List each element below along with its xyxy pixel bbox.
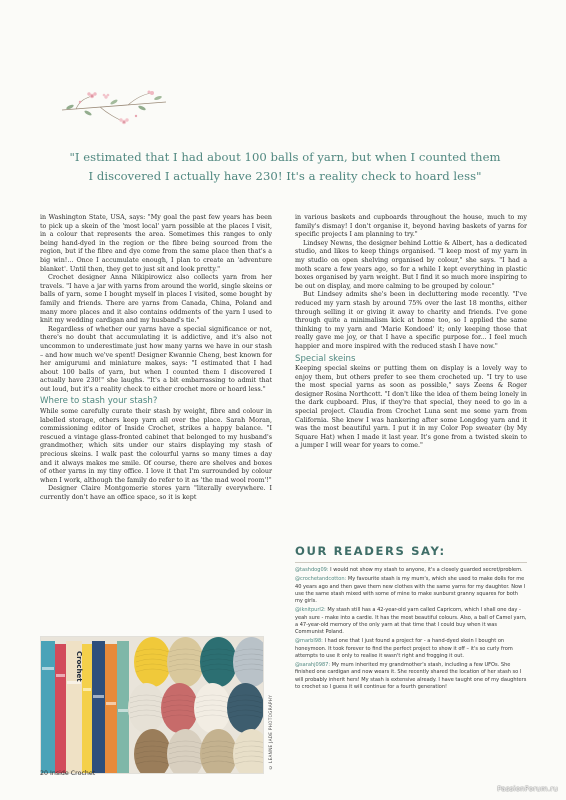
- reader-comment: [295, 662, 527, 691]
- pull-quote: [40, 148, 530, 186]
- article-column-right: [295, 214, 527, 544]
- reader-handle: @iknitpurl2:: [295, 607, 326, 614]
- book-spine: [117, 641, 129, 774]
- book-spine: [55, 644, 66, 774]
- yarn-ball: [194, 683, 231, 733]
- reader-handle: @tashdog09:: [295, 567, 329, 573]
- reader-text: I would not show my stash to anyone, it's a closely guarded secret/problem.: [328, 567, 523, 573]
- readers-comments: [295, 567, 527, 693]
- section-heading: Where to stash your stash?: [40, 396, 158, 407]
- divider: [295, 562, 527, 563]
- book-spine: [92, 641, 105, 774]
- reader-handle: @marbl98:: [295, 638, 323, 645]
- yarn-ball: [227, 683, 264, 733]
- book-spine-stripe: [106, 702, 116, 705]
- yarn-ball: [200, 637, 237, 687]
- book-spine-stripe: [42, 667, 54, 670]
- article-column-left: [40, 214, 272, 503]
- reader-comment: [295, 567, 527, 574]
- book-spine: [105, 644, 117, 774]
- yarn-ball: [161, 683, 198, 733]
- section-heading: Special skeins: [295, 353, 356, 364]
- floral-branch-illustration: [58, 88, 170, 130]
- reader-comment: [295, 576, 527, 605]
- reader-text: I had one that I just found a project for - a hand-dyed skein I bought on honeymoon. It took forever to find the perfect project to show it off – it's so curly from attempts to use it only to realise it wasn't right and frogging it out.: [295, 638, 513, 659]
- reader-text: My stash still has a 42-year-old yarn called Capricorn, which I shall one day - yeah sure - make into a cardie. It has the most beautiful colours. Also, a ball of Camel yarn, a 47-year-old memory of the only yarn at that time that I could buy when it was Communist Poland.: [295, 607, 527, 635]
- readers-say-heading: OUR READERS SAY:: [295, 544, 446, 558]
- yarn-ball: [134, 637, 171, 687]
- page-folio: 20 Inside Crochet: [40, 770, 96, 777]
- body-paragraph: Keeping special skeins or putting them on display is a lovely way to enjoy them, but others prefer to see them crocheted up. "I try to use the most special yarns as soon as possible," says Zeens & Roger designer Rosina Northcott. "I don't like the idea of them being lonely in the dark cupboard. Plus, if they're that special, they need to go in a special project. Claudia from Crochet Luna sent me some yarn from California. She knew I was hankering after some Longdog yarn and it was the most beautiful yarn. I put it in my Color Pop sweater (by My Square Hat) when I made it last year. It's gone from a twisted skein to a jumper I will wear for years to come.": [295, 365, 527, 450]
- book-spine-stripe: [83, 688, 91, 691]
- pull-quote-line-1: "I estimated that I had about 100 balls of yarn, but when I counted them: [69, 150, 501, 164]
- reader-handle: @sarahj0987:: [295, 662, 331, 669]
- body-paragraph: Designer Claire Montgomerie stores yarn "literally everywhere. I currently don't have an office space, so it is kept: [40, 485, 272, 501]
- body-paragraph: Regardless of whether our yarns have a special significance or not, there's no doubt that accumulating it is addictive, and it's also not uncommon to underestimate just how many yarns we have in our stash – and how much we've spent! Designer Kwannie Cheng, best known for her amigurumi and miniature makes, says: "I estimated that I had about 100 balls of yarn, but when I counted them I discovered I actually have 230!" she laughs. "It's a bit embarrassing to admit that out loud, but it's a reality check to either crochet more or hoard less.": [40, 325, 272, 393]
- body-paragraph: in Washington State, USA, says: "My goal the past few years has been to pick up a skein of the 'most local' yarn possible at the places I visit, in a colour that represents the area. Sometimes this ranges to only being hand-dyed in the region or the fibre being sourced from the region, but if the fibre and dye come from the same place then that's a big win!... Once I accumulate enough, I plan to create an 'adventure blanket'. Until then, they get to just sit and look pretty.": [40, 214, 272, 273]
- watermark: PassionForum.ru: [497, 785, 558, 793]
- reader-text: My favourite stash is my mum's, which she used to make dolls for me 40 years ago and then gave them new clothes with the same yarns for my daughter. Now I use the same stash mixed with some of mine to make sunburst granny squares for both my girls.: [295, 576, 526, 604]
- book-spine-stripe: [93, 695, 104, 698]
- book-spine-stripe: [56, 674, 65, 677]
- reader-comment: [295, 607, 527, 636]
- body-paragraph: Crochet designer Anna Nikipirowicz also collects yarn from her travels. "I have a jar with yarns from around the world, single skeins or balls of yarn, some I bought myself in places I visited, some bought by family and friends. There are yarns from Canada, China, Poland and many more places and it also contains oddments of the yarn I used to knit my wedding cardigan and my husband's tie.": [40, 274, 272, 325]
- body-paragraph: While some carefully curate their stash by weight, fibre and colour in labelled storage, others keep yarn all over the place. Sarah Moran, commissioning editor of Inside Crochet, strikes a happy balance. "I rescued a vintage glass-fronted cabinet that belonged to my husband's grandmother, which sits under our stairs displaying my stash of precious skeins. I walk past the colourful yarns so many times a day and it always makes me smile. Of course, there are shelves and boxes of other yarns in my tiny office. I love it that I'm surrounded by colour when I work, although the family do refer to it as 'the mad wool room'!": [40, 407, 272, 484]
- yarn-stash-photo: [40, 636, 264, 774]
- yarn-ball: [128, 683, 165, 733]
- photo-credit: © LEANNE JADE PHOTOGRAPHY: [268, 694, 273, 770]
- body-paragraph: Lindsey Newns, the designer behind Lottie & Albert, has a dedicated studio, and likes to keep things organised. "I keep most of my yarn in my studio on open shelving organised by colour," she says. "I had a moth scare a few years ago, so for a while I kept everything in plastic boxes organised by yarn weight. But I find it so much more inspiring to be out on display, and more calming to be grouped by colour.": [295, 239, 527, 290]
- reader-handle: @crochetandcotton:: [295, 576, 347, 583]
- reader-comment: [295, 638, 527, 660]
- yarn-ball: [167, 637, 204, 687]
- yarn-shelf-illustration: [41, 637, 264, 774]
- body-paragraph: But Lindsey admits she's been in decluttering mode recently. "I've reduced my yarn stash by around 75% over the last 18 months, either through selling it or giving it away to charity and friends. I've gone through quite a minimalism kick at home too, so I applied the same thinking to my yarn and 'Marie Kondoed' it; only keeping those that really gave me joy, or that I have a specific purpose for... I feel much happier and more inspired with the reduced stash I have now.": [295, 291, 527, 350]
- book-spine-stripe: [118, 709, 128, 712]
- reader-text: My mum inherited my grandmother's stash, including a few UFOs. She finished one cardigan and now wears it. She recently shared the location of her stash so I will probably inherit hers! My stash is extensive already. I have taught one of my daughters to crochet so I guess it will continue for a fourth generation!: [295, 662, 527, 690]
- book-spine-text: Crochet: [75, 651, 83, 682]
- body-paragraph: in various baskets and cupboards throughout the house, much to my family's dismay! I don't organise it, beyond having baskets of yarns for specific projects I am planning to try.": [295, 214, 527, 239]
- pull-quote-line-2: I discovered I actually have 230! It's a reality check to hoard less": [88, 169, 482, 183]
- book-spine: [41, 641, 55, 774]
